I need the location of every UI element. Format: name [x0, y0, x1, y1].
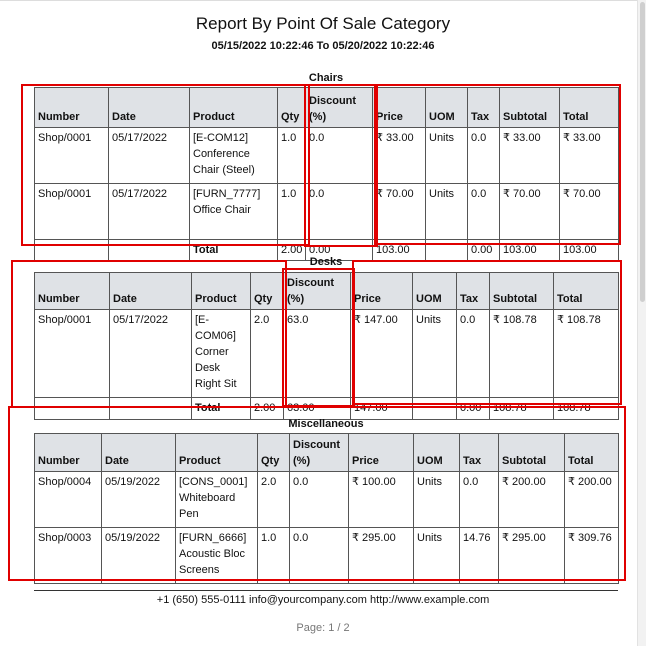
- table-cell: 05/19/2022: [102, 528, 176, 584]
- table-cell: 0.0: [290, 528, 349, 584]
- column-header: Qty: [251, 273, 284, 310]
- table-cell: Units: [414, 472, 460, 528]
- table-cell: 63.0: [284, 310, 351, 398]
- table-cell: ₹ 200.00: [499, 472, 565, 528]
- table-cell: 0.0: [468, 184, 500, 240]
- column-header: Discount (%): [290, 434, 349, 472]
- table-cell: 05/19/2022: [102, 472, 176, 528]
- table-cell: 05/17/2022: [109, 128, 190, 184]
- table-cell: 2.0: [251, 310, 284, 398]
- table-cell: 0.0: [290, 472, 349, 528]
- table-cell: ₹ 200.00: [565, 472, 619, 528]
- highlight-box: [282, 268, 355, 407]
- total-cell: 108.78: [490, 398, 554, 420]
- vertical-scrollbar[interactable]: [637, 0, 646, 646]
- table-cell: Shop/0001: [35, 310, 110, 398]
- column-header: Tax: [460, 434, 499, 472]
- total-cell: 0.00: [306, 240, 373, 261]
- table-cell: ₹ 309.76: [565, 528, 619, 584]
- total-cell: 147.00: [351, 398, 413, 420]
- highlight-box: [304, 84, 378, 247]
- table-cell: 0.0: [460, 472, 499, 528]
- table-cell: [FURN_6666] Acoustic Bloc Screens: [176, 528, 258, 584]
- column-header: Subtotal: [499, 434, 565, 472]
- table-cell: 05/17/2022: [109, 184, 190, 240]
- column-header: Product: [190, 88, 278, 128]
- page-edge: [0, 0, 638, 1]
- table-cell: ₹ 100.00: [349, 472, 414, 528]
- column-header: Discount (%): [306, 88, 373, 128]
- column-header: Number: [35, 88, 109, 128]
- table-cell: Units: [426, 184, 468, 240]
- table-cell: ₹ 108.78: [554, 310, 619, 398]
- table-cell: Shop/0001: [35, 184, 109, 240]
- column-header: Product: [192, 273, 251, 310]
- category-title-miscellaneous: Miscellaneous: [288, 418, 364, 430]
- total-cell: 103.00: [500, 240, 560, 261]
- table-cell: 1.0: [258, 528, 290, 584]
- table-cell: Units: [414, 528, 460, 584]
- table-cell: Shop/0004: [35, 472, 102, 528]
- table-cell: ₹ 70.00: [500, 184, 560, 240]
- column-header: Date: [102, 434, 176, 472]
- table-cell: 1.0: [278, 128, 306, 184]
- total-cell: 2.00: [278, 240, 306, 261]
- highlight-box: [21, 84, 310, 246]
- total-cell: 103.00: [373, 240, 426, 261]
- table-cell: [E-COM12] Conference Chair (Steel): [190, 128, 278, 184]
- total-cell: 0.00: [468, 240, 500, 261]
- total-cell: 2.00: [251, 398, 284, 420]
- total-cell: 0.00: [457, 398, 490, 420]
- page-number: Page: 1 / 2: [296, 622, 350, 634]
- table-cell: Shop/0001: [35, 128, 109, 184]
- total-cell: Total: [192, 398, 251, 420]
- column-header: Price: [349, 434, 414, 472]
- column-header: Total: [554, 273, 619, 310]
- column-header: Number: [35, 434, 102, 472]
- highlight-box: [8, 406, 626, 581]
- footer-contact: +1 (650) 555-0111 info@yourcompany.com http://www.example.com: [156, 594, 490, 606]
- table-cell: ₹ 108.78: [490, 310, 554, 398]
- category-title-chairs: Chairs: [308, 72, 344, 84]
- table-cell: ₹ 295.00: [499, 528, 565, 584]
- column-header: Subtotal: [490, 273, 554, 310]
- column-header: Qty: [258, 434, 290, 472]
- total-cell: 63.00: [284, 398, 351, 420]
- table-cell: ₹ 70.00: [373, 184, 426, 240]
- table-cell: 0.0: [306, 184, 373, 240]
- table-cell: Units: [426, 128, 468, 184]
- column-header: Price: [351, 273, 413, 310]
- column-header: Product: [176, 434, 258, 472]
- column-header: Price: [373, 88, 426, 128]
- table-cell: 2.0: [258, 472, 290, 528]
- category-title-desks: Desks: [309, 256, 343, 268]
- report-title: Report By Point Of Sale Category: [195, 14, 451, 33]
- table-cell: 1.0: [278, 184, 306, 240]
- report-date-range: 05/15/2022 10:22:46 To 05/20/2022 10:22:46: [211, 40, 435, 52]
- column-header: Qty: [278, 88, 306, 128]
- table-cell: [FURN_7777] Office Chair: [190, 184, 278, 240]
- highlight-box: [374, 84, 621, 245]
- highlight-box: [352, 260, 622, 405]
- column-header: Date: [109, 88, 190, 128]
- total-cell: 103.00: [560, 240, 619, 261]
- table-cell: [CONS_0001] Whiteboard Pen: [176, 472, 258, 528]
- footer-divider: [34, 590, 618, 591]
- table-cell: [E-COM06] Corner Desk Right Sit: [192, 310, 251, 398]
- column-header: Total: [565, 434, 619, 472]
- highlight-box: [11, 260, 287, 408]
- table-cell: Shop/0003: [35, 528, 102, 584]
- table-cell: 0.0: [468, 128, 500, 184]
- table-cell: ₹ 70.00: [560, 184, 619, 240]
- total-cell: 108.78: [554, 398, 619, 420]
- table-cell: 14.76: [460, 528, 499, 584]
- column-header: Total: [560, 88, 619, 128]
- column-header: Subtotal: [500, 88, 560, 128]
- table-cell: ₹ 33.00: [373, 128, 426, 184]
- column-header: Tax: [457, 273, 490, 310]
- table-cell: 05/17/2022: [110, 310, 192, 398]
- column-header: UOM: [426, 88, 468, 128]
- column-header: Discount (%): [284, 273, 351, 310]
- column-header: Tax: [468, 88, 500, 128]
- column-header: Number: [35, 273, 110, 310]
- column-header: UOM: [413, 273, 457, 310]
- column-header: Date: [110, 273, 192, 310]
- total-cell: Total: [190, 240, 278, 261]
- table-cell: Units: [413, 310, 457, 398]
- column-header: UOM: [414, 434, 460, 472]
- table-cell: ₹ 295.00: [349, 528, 414, 584]
- table-cell: ₹ 33.00: [560, 128, 619, 184]
- table-cell: ₹ 147.00: [351, 310, 413, 398]
- table-cell: ₹ 33.00: [500, 128, 560, 184]
- table-cell: 0.0: [457, 310, 490, 398]
- table-cell: 0.0: [306, 128, 373, 184]
